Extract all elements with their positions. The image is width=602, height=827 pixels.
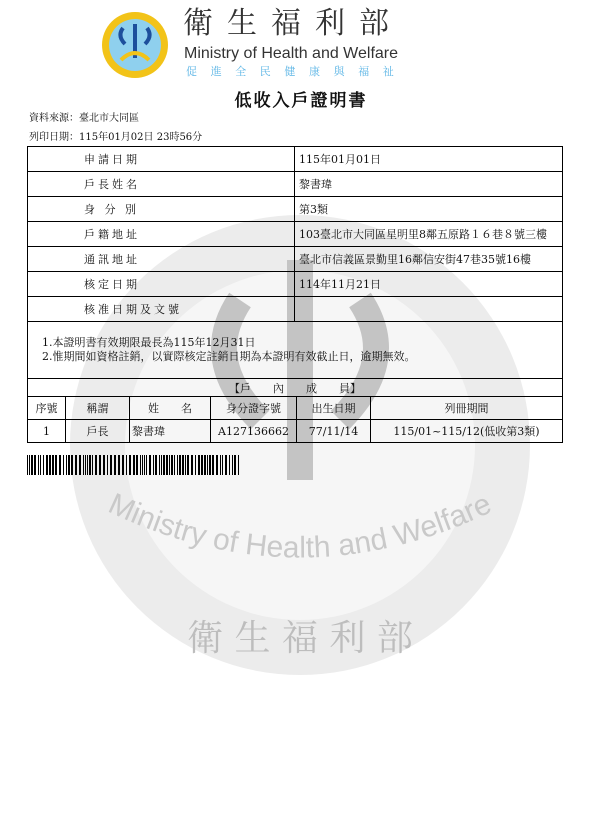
barcode-bar (177, 455, 178, 475)
field-value: 114年11月21日 (295, 272, 563, 297)
barcode-bar (171, 455, 173, 475)
barcode-bar (66, 455, 67, 475)
field-value: 臺北市信義區景勤里16鄰信安街47巷35號16樓 (295, 247, 563, 272)
barcode-bar (229, 455, 230, 475)
barcode-bar (179, 455, 181, 475)
barcode-bar (79, 455, 81, 475)
barcode-bar (198, 455, 200, 475)
field-value: 第3類 (295, 197, 563, 222)
ministry-name-zh: 衛生福利部 (183, 6, 403, 41)
barcode-bar (68, 455, 70, 475)
barcode-bar (204, 455, 206, 475)
barcode-bar (191, 455, 193, 475)
field-label: 身 分 別 (28, 197, 295, 222)
data-source: 資料來源：臺北市大同區 (29, 113, 139, 124)
barcode-bar (92, 455, 93, 475)
note-1: 1.本證明書有效期限最長為115年12月31日 (42, 336, 256, 349)
note-2: 2.惟期間如資格註銷，以實際核定註銷日期為本證明有效截止日，逾期無效。 (42, 350, 416, 363)
barcode-bar (144, 455, 145, 475)
barcode-bar (209, 455, 211, 475)
barcode-bar (63, 455, 64, 475)
barcode-bar (110, 455, 112, 475)
barcode-bar (52, 455, 54, 475)
barcode-bar (59, 455, 61, 475)
table-row (28, 420, 563, 443)
barcode-bar (34, 455, 36, 475)
field-row (28, 222, 563, 247)
column-header: 序號 (28, 397, 66, 420)
barcode-bar (201, 455, 203, 475)
barcode-bar (87, 455, 88, 475)
field-row (28, 247, 563, 272)
table-cell: A127136662 (211, 420, 297, 443)
barcode-bar (107, 455, 108, 475)
barcode-bar (220, 455, 221, 475)
barcode-bar (225, 455, 227, 475)
household-section-title: 【戶 內 成 員】 (28, 379, 563, 397)
barcode-bar (153, 455, 154, 475)
field-label: 戶長姓名 (28, 172, 295, 197)
ministry-logo (101, 10, 169, 80)
barcode-bar (83, 455, 84, 475)
barcode-bar (71, 455, 73, 475)
barcode-bar (146, 455, 147, 475)
field-value: 黎書瑋 (295, 172, 563, 197)
column-header: 稱謂 (66, 397, 130, 420)
barcode-bar (163, 455, 165, 475)
barcode-bar (95, 455, 97, 475)
column-header: 列冊期間 (371, 397, 563, 420)
barcode-bar (38, 455, 39, 475)
barcode-bar (49, 455, 51, 475)
table-cell: 戶長 (66, 420, 130, 443)
field-row (28, 147, 563, 172)
barcode-bar (216, 455, 218, 475)
print-date: 列印日期：115年01月02日 23時56分 (29, 132, 203, 143)
table-cell: 1 (28, 420, 66, 443)
barcode-bar (103, 455, 105, 475)
barcode-bar (133, 455, 135, 475)
barcode-bar (75, 455, 77, 475)
field-label: 通訊地址 (28, 247, 295, 272)
barcode-bar (182, 455, 184, 475)
barcode-bar (174, 455, 175, 475)
barcode-bar (234, 455, 236, 475)
household-members-table (27, 378, 563, 443)
barcode-bar (195, 455, 196, 475)
field-label: 戶籍地址 (28, 222, 295, 247)
field-value: 115年01月01日 (295, 147, 563, 172)
barcode-bar (43, 455, 44, 475)
barcode-bar (207, 455, 208, 475)
barcode-bar (136, 455, 138, 475)
barcode-bar (99, 455, 101, 475)
field-row (28, 297, 563, 322)
barcode-bar (85, 455, 86, 475)
notes-row (28, 322, 563, 379)
field-label: 申請日期 (28, 147, 295, 172)
barcode-bar (114, 455, 116, 475)
field-value: 103臺北市大同區星明里8鄰五原路１６巷８號三樓 (295, 222, 563, 247)
field-label: 核准日期及文號 (28, 297, 295, 322)
barcode (27, 455, 240, 475)
barcode-bar (212, 455, 214, 475)
barcode-bar (161, 455, 162, 475)
barcode-bar (118, 455, 120, 475)
barcode-bar (149, 455, 151, 475)
document-title: 低收入戶證明書 (234, 91, 368, 111)
barcode-bar (155, 455, 157, 475)
barcode-bar (159, 455, 160, 475)
barcode-bar (238, 455, 239, 475)
column-header: 姓 名 (130, 397, 211, 420)
column-header: 身分證字號 (211, 397, 297, 420)
barcode-bar (46, 455, 48, 475)
barcode-bar (185, 455, 186, 475)
table-cell: 115/01~115/12(低收第3類) (371, 420, 563, 443)
field-value (295, 297, 563, 322)
barcode-bar (55, 455, 57, 475)
ministry-name-en: Ministry of Health and Welfare (184, 45, 399, 62)
barcode-bar (122, 455, 124, 475)
barcode-bar (232, 455, 233, 475)
household-header-row (28, 397, 563, 420)
barcode-bar (29, 455, 30, 475)
barcode-bar (129, 455, 131, 475)
barcode-bar (142, 455, 143, 475)
table-cell: 77/11/14 (297, 420, 371, 443)
field-row (28, 272, 563, 297)
barcode-bar (31, 455, 33, 475)
barcode-bar (166, 455, 168, 475)
table-cell: 黎書瑋 (130, 420, 211, 443)
field-row (28, 172, 563, 197)
barcode-bar (187, 455, 189, 475)
watermark-bottom-text: 衛 生 福 利 部 (187, 618, 413, 659)
barcode-bar (140, 455, 141, 475)
field-row (28, 197, 563, 222)
certificate-fields-table (27, 146, 563, 379)
watermark-ring-text: Ministry of Health and Welfare (103, 487, 497, 565)
field-label: 核定日期 (28, 272, 295, 297)
barcode-bar (169, 455, 170, 475)
barcode-bar (126, 455, 127, 475)
barcode-bar (27, 455, 28, 475)
barcode-bar (89, 455, 91, 475)
ministry-slogan: 促進全民健康與福祉 (186, 65, 408, 78)
barcode-bar (40, 455, 41, 475)
column-header: 出生日期 (297, 397, 371, 420)
barcode-bar (222, 455, 223, 475)
